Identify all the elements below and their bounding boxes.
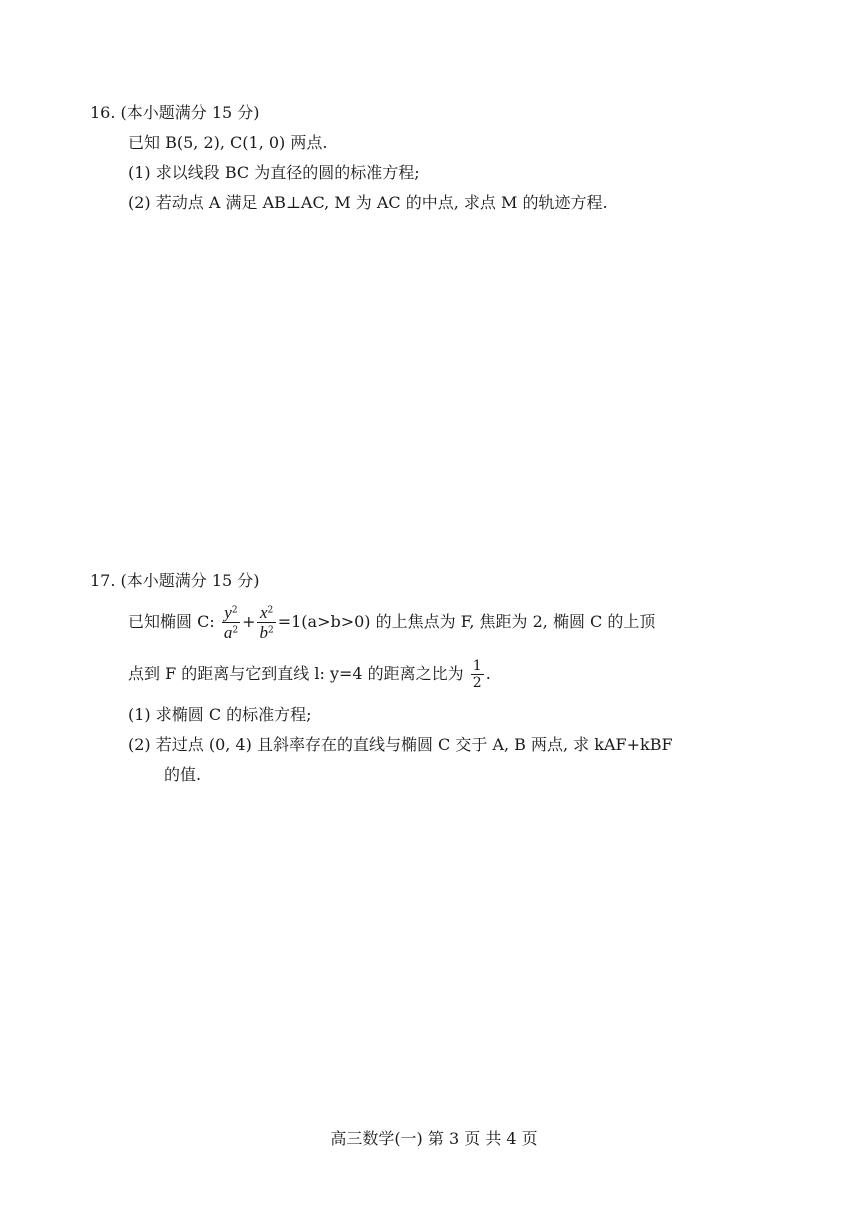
problem-16-header: 16. (本小题满分 15 分) (90, 103, 260, 122)
fraction-one-half: $\frac{1}{2}$ (472, 658, 482, 691)
problem-16-given: 已知 B(5, 2), C(1, 0) 两点. (128, 133, 328, 152)
page-footer: 高三数学(一) 第 3 页 共 4 页 (330, 1129, 538, 1148)
problem-17-given-line2-text: 点到 F 的距离与它到直线 l: y=4 的距离之比为 (128, 664, 464, 683)
problem-17-part-2: (2) 若过点 (0, 4) 且斜率存在的直线与椭圆 C 交于 A, B 两点, 求 kAF+kBF (128, 735, 673, 754)
problem-17-given-line-1: 已知椭圆 C: $\frac{y^2}{a^2}$ + $\frac{x^2}{b^2}$ =1(a>b>0) 的上焦点为 F, 焦距为 2, 椭圆 C 的上顶 (128, 603, 656, 642)
problem-17-header: 17. (本小题满分 15 分) (90, 571, 260, 590)
problem-17-part-2-continued: 的值. (164, 765, 202, 784)
problem-17-given-line-2: 点到 F 的距离与它到直线 l: y=4 的距离之比为 $\frac{1}{2}$ . (128, 658, 491, 691)
problem-17 (90, 566, 790, 790)
problem-17-given-mid: =1(a>b>0) 的上焦点为 F, 焦距为 2, 椭圆 C 的上顶 (277, 612, 656, 631)
fraction-y2-over-a2: $\frac{y^2}{a^2}$ (223, 603, 239, 642)
problem-16-part-2: (2) 若动点 A 满足 AB⊥AC, M 为 AC 的中点, 求点 M 的轨迹方程. (128, 193, 608, 212)
problem-17-part-1: (1) 求椭圆 C 的标准方程; (128, 705, 312, 724)
problem-16-part-1: (1) 求以线段 BC 为直径的圆的标准方程; (128, 163, 420, 182)
problem-16 (90, 98, 790, 218)
fraction-x2-over-b2: $\frac{x^2}{b^2}$ (259, 603, 274, 642)
problem-17-given-prefix: 已知椭圆 C: (128, 612, 215, 631)
